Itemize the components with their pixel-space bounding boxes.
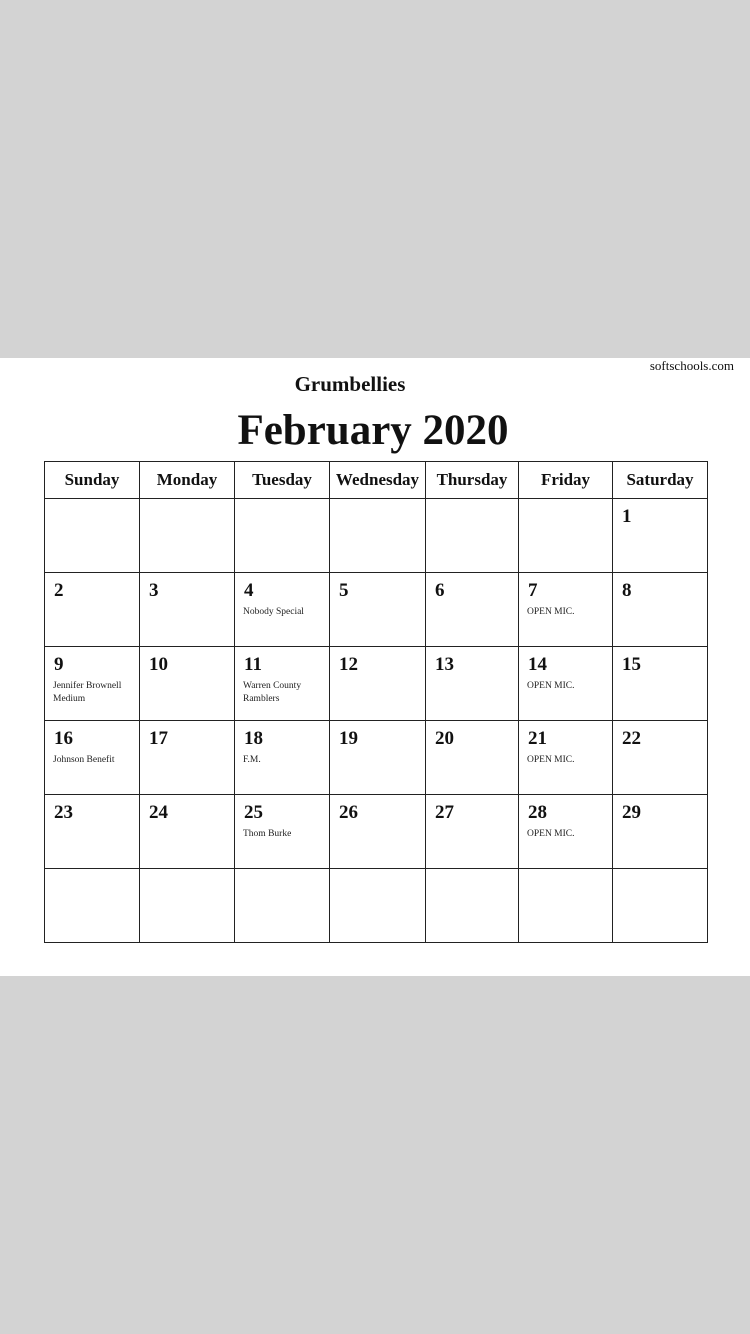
event-label: F.M. (243, 755, 261, 765)
day-number: 8 (622, 580, 632, 601)
day-cell (426, 869, 519, 943)
day-cell (235, 573, 330, 647)
day-cell (519, 573, 613, 647)
day-cell (235, 499, 330, 573)
day-cell (235, 795, 330, 869)
calendar-page (0, 358, 750, 976)
day-cell (426, 795, 519, 869)
day-cell (330, 795, 426, 869)
day-number: 19 (339, 728, 358, 749)
day-cell (426, 499, 519, 573)
day-number: 15 (622, 654, 641, 675)
day-number: 10 (149, 654, 168, 675)
day-cell (426, 573, 519, 647)
week-row (45, 795, 708, 869)
day-cell (330, 647, 426, 721)
day-number: 14 (528, 654, 547, 675)
day-number: 26 (339, 802, 358, 823)
day-number: 22 (622, 728, 641, 749)
day-cell (235, 869, 330, 943)
week-row (45, 573, 708, 647)
event-label: OPEN MIC. (527, 607, 575, 617)
event-label: Nobody Special (243, 607, 304, 617)
weekday-header-row (45, 462, 708, 499)
event-label: Thom Burke (243, 829, 292, 839)
day-cell (519, 795, 613, 869)
day-number: 20 (435, 728, 454, 749)
day-number: 28 (528, 802, 547, 823)
day-cell (519, 721, 613, 795)
day-cell (519, 869, 613, 943)
day-cell (45, 499, 140, 573)
day-number: 27 (435, 802, 454, 823)
day-number: 5 (339, 580, 349, 601)
day-cell (519, 647, 613, 721)
weekday-header: Saturday (613, 462, 708, 499)
day-number: 1 (622, 506, 632, 527)
venue-title: Grumbellies (294, 372, 406, 396)
day-number: 29 (622, 802, 641, 823)
day-number: 12 (339, 654, 358, 675)
day-cell (235, 721, 330, 795)
day-cell (45, 647, 140, 721)
day-number: 17 (149, 728, 168, 749)
day-cell (140, 869, 235, 943)
weekday-header: Thursday (426, 462, 519, 499)
weekday-header: Friday (519, 462, 613, 499)
day-cell (426, 647, 519, 721)
day-cell (45, 573, 140, 647)
day-cell (140, 573, 235, 647)
day-number: 7 (528, 580, 538, 601)
week-row (45, 499, 708, 573)
day-cell (140, 499, 235, 573)
day-cell (140, 795, 235, 869)
day-number: 13 (435, 654, 454, 675)
day-cell (613, 647, 708, 721)
weekday-header: Tuesday (235, 462, 330, 499)
day-number: 9 (54, 654, 64, 675)
day-cell (330, 573, 426, 647)
day-cell (613, 499, 708, 573)
day-cell (235, 647, 330, 721)
day-cell (140, 647, 235, 721)
day-cell (330, 869, 426, 943)
event-label: OPEN MIC. (527, 829, 575, 839)
day-number: 21 (528, 728, 547, 749)
day-number: 6 (435, 580, 445, 601)
weekday-header: Wednesday (330, 462, 426, 499)
day-cell (613, 795, 708, 869)
day-number: 25 (244, 802, 263, 823)
event-label: OPEN MIC. (527, 681, 575, 691)
day-cell (45, 721, 140, 795)
weekday-header: Sunday (45, 462, 140, 499)
weekday-header: Monday (140, 462, 235, 499)
day-cell (330, 721, 426, 795)
event-label: Warren County Ramblers (243, 681, 302, 704)
day-cell (45, 795, 140, 869)
day-cell (140, 721, 235, 795)
day-cell (426, 721, 519, 795)
week-row (45, 869, 708, 943)
week-row (45, 647, 708, 721)
day-number: 24 (149, 802, 168, 823)
day-cell (613, 721, 708, 795)
day-number: 3 (149, 580, 159, 601)
day-number: 2 (54, 580, 64, 601)
day-cell (613, 869, 708, 943)
day-number: 23 (54, 802, 73, 823)
day-cell (45, 869, 140, 943)
day-number: 11 (244, 654, 262, 675)
month-title: February 2020 (237, 407, 509, 454)
week-row (45, 721, 708, 795)
day-cell (519, 499, 613, 573)
day-cell (330, 499, 426, 573)
event-label: OPEN MIC. (527, 755, 575, 765)
day-cell (613, 573, 708, 647)
event-label: Johnson Benefit (53, 755, 115, 765)
event-label: Jennifer Brownell Medium (53, 681, 122, 704)
day-number: 18 (244, 728, 263, 749)
day-number: 16 (54, 728, 73, 749)
calendar-grid (45, 499, 708, 943)
day-number: 4 (244, 580, 254, 601)
source-label: softschools.com (649, 358, 734, 373)
month-calendar (44, 461, 708, 943)
